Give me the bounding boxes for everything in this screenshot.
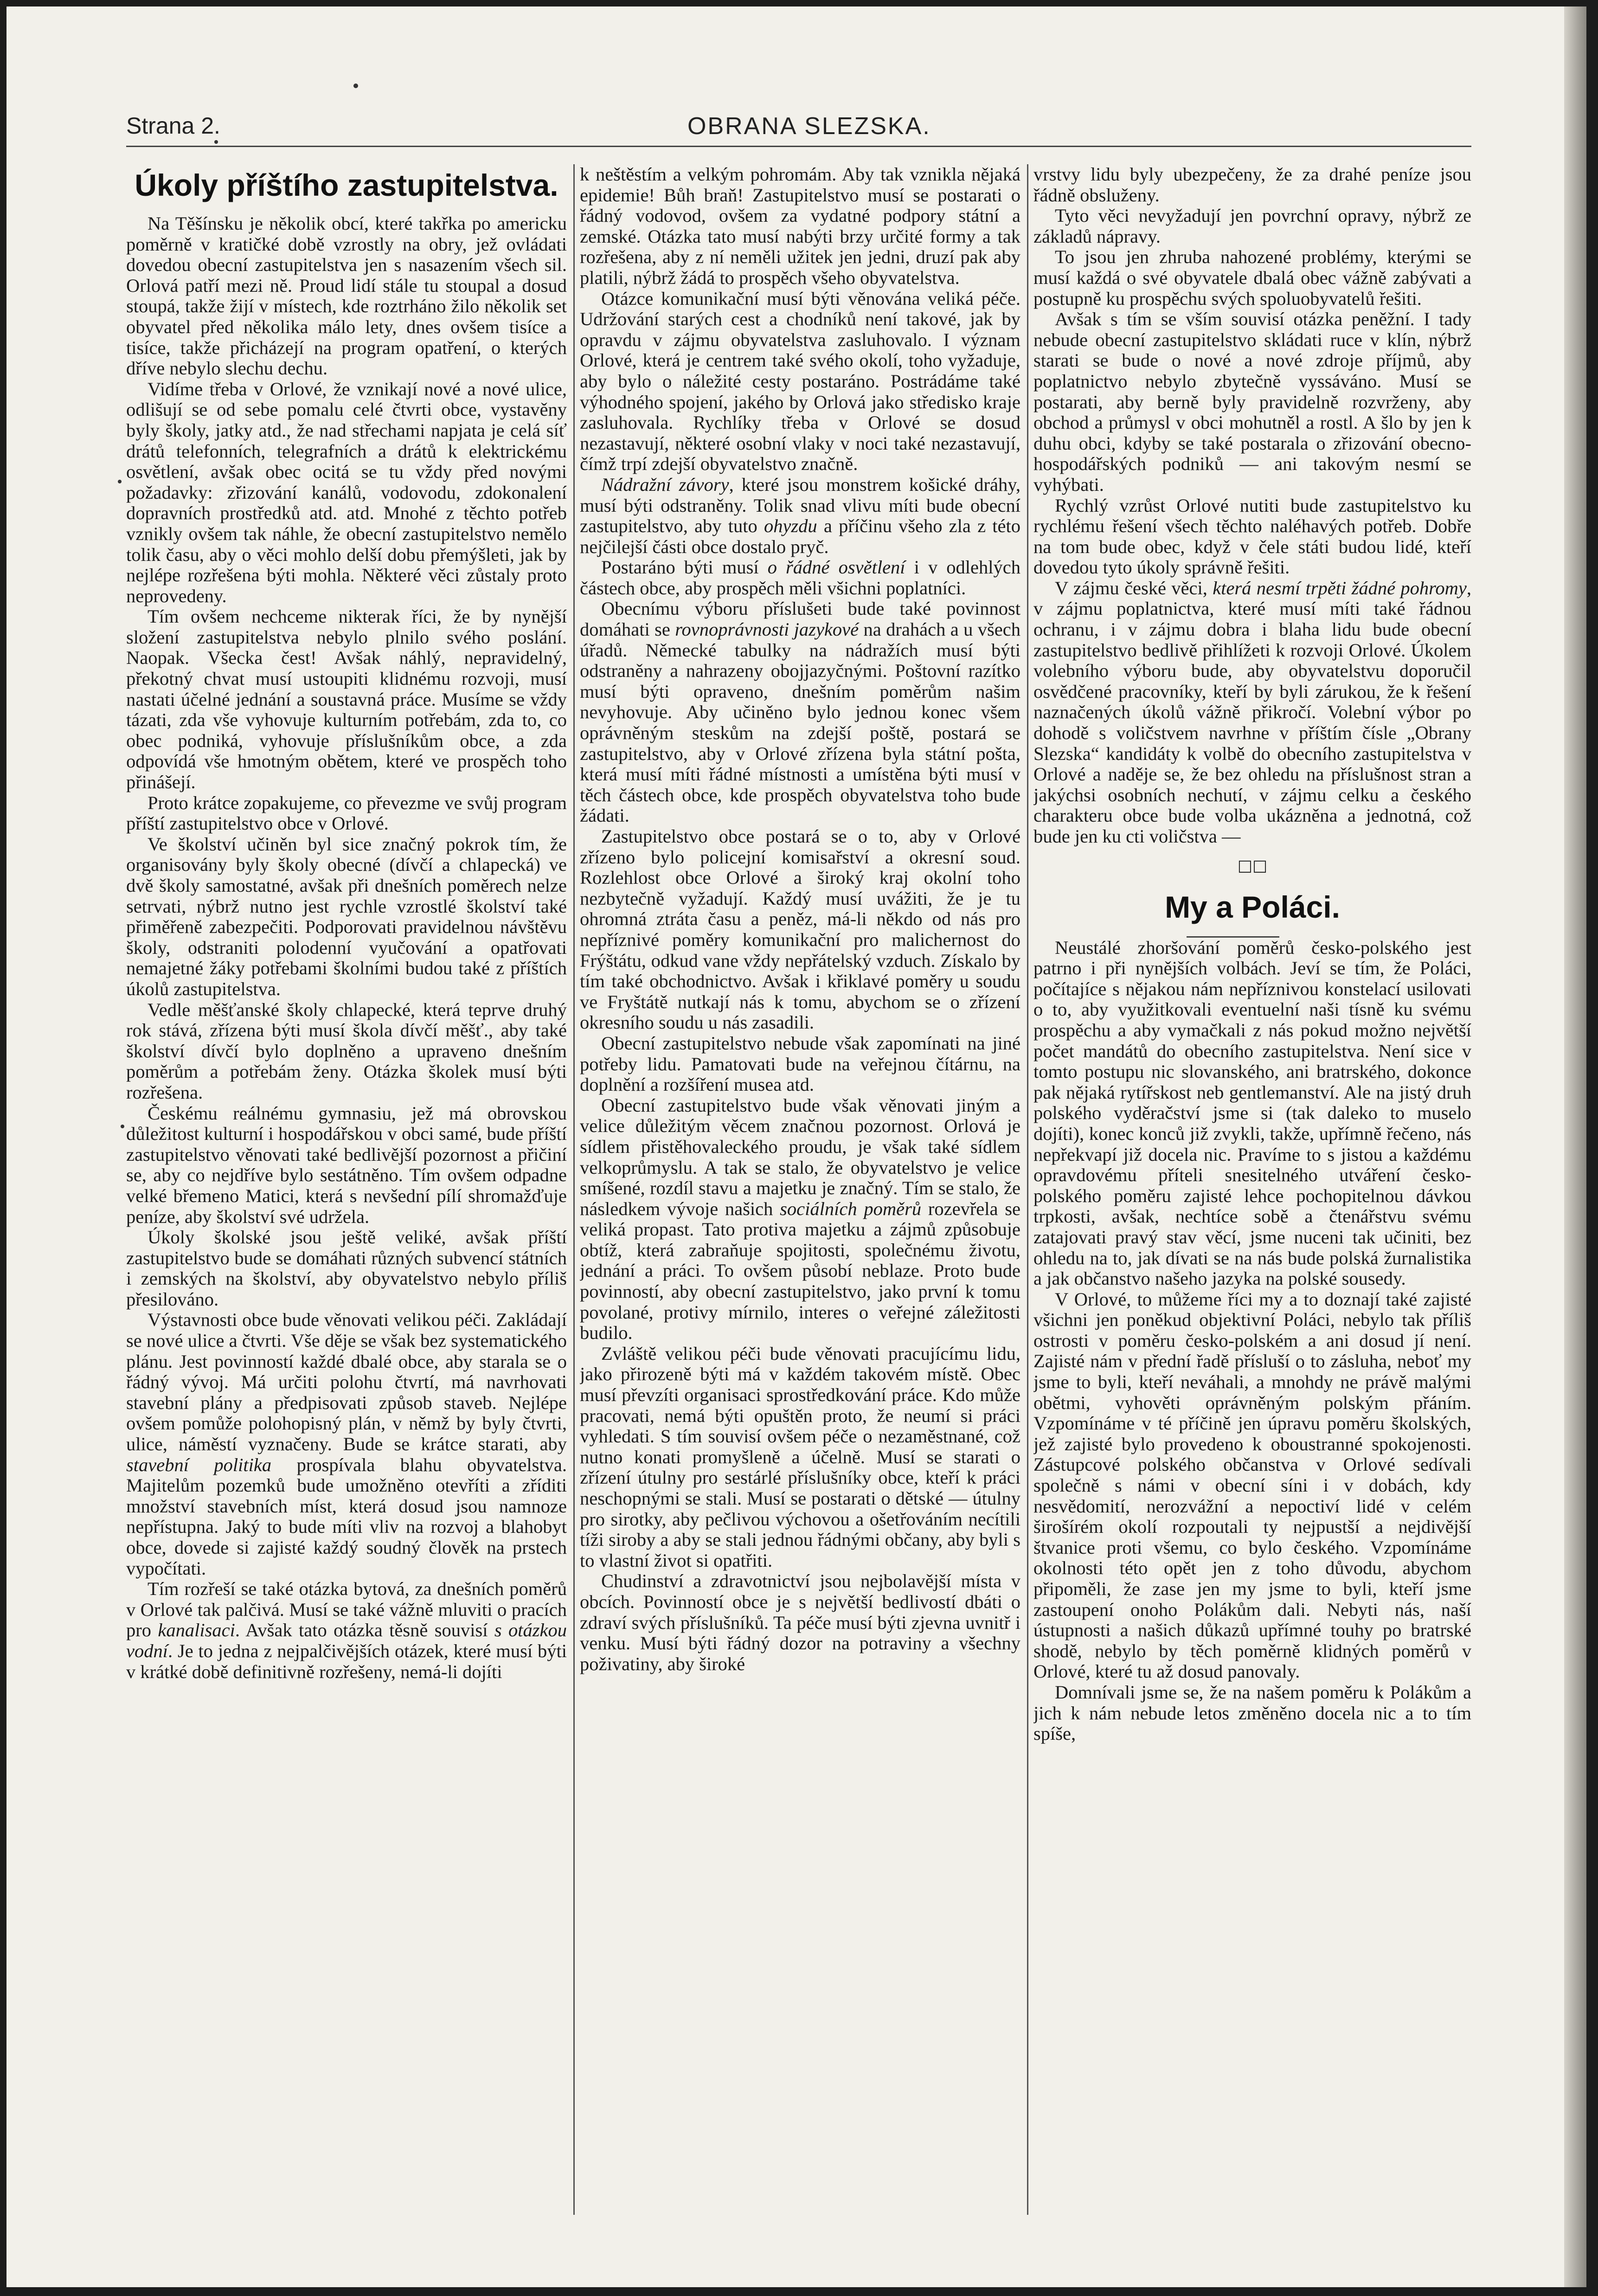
paragraph: Vidíme třeba v Orlové, že vznikají nové a nové ulice, odlišují se od sebe pomalu celé čtvrti obce, vystavěny byly školy, jatky atd., že nad střechami napjata je celá síť drátů telefonních, telegrafních a drátů k elektrickému osvětlení, avšak obec ocitá se tu vždy před novými požadavky: zřizování kanálů, vodovodu, zdokonalení dopravních prostředků atd. atd. Mnohé z těchto potřeb vznikly ovšem tak náhle, že obecní zastupitelstvo nemělo tolik času, aby o věci mohlo delší dobu přemýšleti, jak by nejlépe rozřešena býti mohla. Některé věci zůstaly proto neprovedeny. (126, 378, 567, 606)
paragraph: Proto krátce zopakujeme, co převezme ve svůj program příští zastupitelstvo obce v Orlové. (126, 792, 567, 834)
article-body-col1 (126, 213, 567, 1682)
paragraph: Otázce komunikační musí býti věnována veliká péče. Udržování starých cest a chodníků není takové, jak by opravdu v zájmu obyvatelstva zasluhovalo. I význam Orlové, která je centrem také svého okolí, toho vyžaduje, aby bylo o náležité cesty postaráno. Postrádáme také výhodného spojení, jakého by Orlová jako středisko kraje zasluhovala. Rychlíky třeba v Orlové se dosud nezastavují, některé osobní vlaky v noci také nezastavují, čímž trpí zdejší obyvatelstvo značně. (580, 288, 1020, 475)
paragraph: V zájmu české věci, která nesmí trpěti žádné pohromy, v zájmu poplatnictva, které musí míti také řádnou ochranu, i v zájmu dobra i blaha lidu bude obecní zastupitelstvo bedlivě přihlížeti k rozvoji Orlové. Úkolem volebního výboru bude, aby obyvatelstvu doporučil osvědčené pracovníky, kteří by byli zárukou, že k řešení naznačených úkolů vážně přikročí. Volební výbor po dohodě s voličstvem navrhne v příštím čísle „Obrany Slezska“ kandidáty k volbě do obecního zastupitelstva v Orlové a naděje se, že bez ohledu na příslušnost stran a jakýchsi osobních nechutí, v zájmu celku a českého charakteru obce bude volba ukázněna a jednotná, což bude jen ku cti voličstva — (1033, 577, 1471, 847)
column-separator (1027, 164, 1028, 2215)
article-title-ukoly: Úkoly příštího zastupitelstva. (135, 168, 558, 202)
header-rule (126, 146, 1471, 147)
page-header (126, 112, 1471, 145)
paragraph: Zastupitelstvo obce postará se o to, aby v Orlové zřízeno bylo policejní komisařství a okresní soud. Rozlehlost obce Orlové a široký kraj okolní toho nezbytečně vyžadují. Každý musí uvážiti, že je tu ohromná ztráta času a peněz, má-li někdo od nás pro nepříznivé poměry komunikační pro malichernost do Frýštátu, odkud vane vždy nepřátelský vzduch. Získalo by tím také obchodnictvo. Avšak i křiklavé poměry u soudu ve Fryštátě nutkají nás k tomu, abychom se o zřízení okresního soudu u nás zasadili. (580, 826, 1020, 1033)
ink-speck (353, 84, 358, 88)
paragraph: Tyto věci nevyžadují jen povrchní opravy, nýbrž ze základů nápravy. (1033, 205, 1471, 247)
paragraph: Avšak s tím se vším souvisí otázka peněžní. I tady nebude obecní zastupitelstvo skládati ruce v klín, nýbrž starati se bude o nové a nové zdroje příjmů, aby poplatnictvo nebylo zbytečně vyssáváno. Musí se postarati, aby berně byly pravidelně rozvrženy, aby obchod a průmysl v obci mohutněl a rostl. A šlo by jen k duhu obci, kdyby se také postarala o zřizování obecno-hospodářských podniků — ani takovým nesmí se vyhýbati. (1033, 309, 1471, 495)
paragraph: Tím ovšem nechceme nikterak říci, že by nynější složení zastupitelstva nebylo plnilo svého poslání. Naopak. Všecka čest! Avšak náhlý, nepravidelný, překotný chvat musí ustoupiti klidnému rozvoji, musí nastati účelné jednání a soustavná práce. Musíme se vždy tázati, zda vše vyhovuje kulturním potřebám, zda to, co obec podniká, vyhovuje příslušníkům obce, a zda odpovídá vše hmotným obětem, které ve prospěch toho přinášejí. (126, 606, 567, 793)
paragraph: Obecnímu výboru příslušeti bude také povinnost domáhati se rovnoprávnosti jazykové na drahách a u všech úřadů. Německé tabulky na nádražích musí býti odstraněny a nahrazeny obojjazyčnými. Poštovní razítko musí býti opraveno, dnešním poměrům našim nevyhovuje. Aby učiněno bylo jednou konec všem oprávněným steskům na zdejší poště, postará se zastupitelstvo, aby v Orlové zřízena byla státní pošta, která musí míti řádné místnosti a umístěna býti musí v těch částech obce, kde prospěch obyvatelstva toho bude žádati. (580, 598, 1020, 826)
paragraph: Ve školství učiněn byl sice značný pokrok tím, že organisovány byly školy obecné (dívčí a chlapecká) ve dvě školy samostatné, avšak při dnešních poměrech nelze setrvati, nýbrž nutno jest rychle vzrostlé školství také přiměřeně zabezpečiti. Podporovati pravidelnou návštěvu školy, odstraniti polodenní vyučování a opatřovati nemajetné žáky potřebami školními budou také z příštích úkolů zastupitelstva. (126, 833, 567, 999)
column-1 (126, 164, 567, 2215)
paragraph: Obecní zastupitelstvo nebude však zapomínati na jiné potřeby lidu. Pamatovati bude na veřejnou čítárnu, na doplnění a rozšíření musea atd. (580, 1032, 1020, 1095)
paragraph: Výstavnosti obce bude věnovati velikou péči. Zakládají se nové ulice a čtvrti. Vše děje se však bez systematického plánu. Jest povinností každé dbalé obce, aby starala se o řádný vývoj. Má určiti polohu čtvrtí, má navrhovati stavební plány a předpisovati způsob staveb. Nejlépe ovšem pomůže polohopisný plán, v němž by byly čtvrti, ulice, náměstí vyznačeny. Bude se krátce starati, aby stavební politika prospívala blahu obyvatelstva. Majitelům pozemků bude umožněno otevříti a zříditi množství stavebních míst, která dosud jsou namnoze nepřístupna. Jaký to bude míti vliv na rozvoj a blahobyt obce, dovede si zajisté každý soudný člověk na prstech vypočítati. (126, 1309, 567, 1579)
column-2 (580, 164, 1020, 2215)
paragraph: V Orlové, to můžeme říci my a to doznají také zajisté všichni jen poněkud objektivní Poláci, nebylo tak příliš ostrosti v poměru česko-polském a ani dosud jí není. Zajisté nám v přední řadě přísluší o to zásluha, neboť my jsme to byli, kteří neváhali, a mnohdy ne právě malými obětmi, vyhověti oprávněným polským přáním. Vzpomínáme v té příčině jen úpravu poměru školských, jež zajisté bylo provedeno k oboustranné spokojenosti. Zástupcové polského občanstva v Orlové sedívali společně s námi v obecní síni i v dobách, kdy nesvědomití, nerozvážní a nepoctiví lidé v celém širošírém okolí rozpoutali ty nejpustší a nejdivější štvanice proti všemu, co bylo českého. Vzpomínáme okolnosti této opět jen z toho důvodu, abychom připoměli, že zase jen my jsme to byli, kteří jsme zastoupení onoho Polákům dali. Nebyti nás, naší ústupnosti a našich důkazů upřímné touhy po bratrské shodě, nebylo by těch poměrně klidných poměrů v Orlové, které tu až dosud panovaly. (1033, 1288, 1471, 1682)
paragraph: Obecní zastupitelstvo bude však věnovati jiným a velice důležitým věcem značnou pozornost. Orlová je sídlem přistěhovaleckého proudu, je však také sídlem velkoprůmyslu. A tak se stalo, že obyvatelstvo je velice smíšené, rozdíl stavu a majetku je značný. Tím se stalo, že následkem vývoje našich sociálních poměrů rozevřela se veliká propast. Tato protiva majetku a zájmů způsobuje obtíž, která zabraňuje spojitosti, společnému životu, jednání a práci. To ovšem působí neblaze. Proto bude povinností, aby obecní zastupitelstvo, jako první k tomu povolané, protivy mírnilo, interes o veřejné záležitosti budilo. (580, 1094, 1020, 1344)
article-title-my-a-polaci: My a Poláci. (1165, 889, 1340, 924)
article-body-polaci (1033, 938, 1471, 1744)
ink-speck (118, 480, 122, 483)
article-divider: □□ (1237, 856, 1268, 875)
paragraph: Tím rozřeší se také otázka bytová, za dnešních poměrů v Orlové tak palčivá. Musí se také vážně mluviti o pracích pro kanalisaci. Avšak tato otázka těsně souvisí s otázkou vodní. Je to jedna z nejpalčivějších otázek, které musí býti v krátké době definitivně rozřešeny, nemá-li dojíti (126, 1578, 567, 1682)
paragraph: k neštěstím a velkým pohromám. Aby tak vznikla nějaká epidemie! Bůh braň! Zastupitelstvo musí se postarati o řádný vodovod, ovšem za vydatné podpory státní a zemské. Otázka tato musí nabýti brzy určité formy a tak rozřešena, aby z ní neměli užitek jen jedni, druzí pak aby platili, nýbrž žádá to prospěch všeho obyvatelstva. (580, 164, 1020, 288)
column-3 (1033, 164, 1471, 2215)
paragraph: Nádražní závory, které jsou monstrem košické dráhy, musí býti odstraněny. Tolik snad vlivu míti bude obecní zastupitelstvo, aby tuto ohyzdu a příčinu všeho zla z této nejčilejší části obce dostalo pryč. (580, 474, 1020, 557)
newspaper-page (6, 6, 1586, 2287)
column-separator (573, 164, 575, 2215)
ink-speck (121, 1125, 124, 1128)
paragraph: To jsou jen zhruba nahozené problémy, kterými se musí každá o své obyvatele dbalá obec vážně zabývati a postupně ku prospěchu svých spoluobyvatelů řešiti. (1033, 246, 1471, 309)
paragraph: Vedle měšťanské školy chlapecké, která teprve druhý rok stává, zřízena býti musí škola dívčí měšť., aby také školství dívčí bylo doplněno a upraveno dnešním poměrům a potřebám ženy. Otázka školek musí býti rozřešena. (126, 999, 567, 1103)
paragraph: Úkoly školské jsou ještě veliké, avšak příští zastupitelstvo bude se domáhati různých subvencí státních i zemských na školství, aby obyvatelstvo nebylo příliš přesilováno. (126, 1227, 567, 1310)
article-body-col3 (1033, 164, 1471, 847)
paragraph: Chudinství a zdravotnictví jsou nejbolavější místa v obcích. Povinností obce je s největší bedlivostí dbáti o zdraví svých příslušníků. Ta péče musí býti zjevna uvnitř i venku. Musí býti řádný dozor na potraviny a všechny poživatiny, aby široké (580, 1570, 1020, 1674)
page-number: Strana 2. (126, 113, 220, 139)
page-binding-edge (1564, 6, 1586, 2287)
paragraph: Neustálé zhoršování poměrů česko-polského jest patrno i při nynějších volbách. Jeví se tím, že Poláci, počítajíce s nějakou nám nepříznivou konstelací usilovati o to, aby využitkovali eventuelní naši tísně ku svému prospěchu a aby vymačkali z nás pokud možno největší počet mandátů do obecního zastupitelstva. Není sice v tomto postupu nic slovanského, ani bratrského, dokonce pak nějaká rytířskost neb gentlemanství. Ale na jistý druh polského vyděračství jsme si (tak daleko to muselo dojíti), konec konců již zvykli, takže, upřímně řečeno, nás nepřekvapí již docela nic. Pravíme to s jistou a každému opravdovému příteli snesitelného utváření česko-polského poměru zajisté lehce pochopitelnou dávkou trpkosti, avšak, nechtíce sobě a čtenářstvu svému zatajovati pravý stav věcí, jsme nuceni tak učiniti, bez ohledu na to, jak dívati se na nás bude polská žurnalistika a jak občanstvo našeho jazyka na polské sousedy. (1033, 937, 1471, 1289)
paragraph: vrstvy lidu byly ubezpečeny, že za drahé peníze jsou řádně obsluženy. (1033, 164, 1471, 206)
newspaper-title: OBRANA SLEZSKA. (687, 113, 931, 140)
paragraph: Zvláště velikou péči bude věnovati pracujícímu lidu, jako přirozeně býti má v každém takovém místě. Obec musí převzíti organisaci sprostředkování práce. Kdo může pracovati, nemá býti opuštěn proto, že neumí si práci vyhledati. S tím souvisí ovšem péče o nezaměstnané, což nutno konati promyšleně a účelně. Musí se starati o zřízení útulny pro sestárlé příslušníky obce, kteří k práci neschopnými se stali. Musí se postarati o dětské — útulny pro sirotky, aby pečlivou výchovou a ošetřováním necítili tíži siroby a aby se stali jednou řádnými občany, aby byli s to vlastní život si opatřiti. (580, 1343, 1020, 1571)
article-body-col2 (580, 164, 1020, 1674)
paragraph: Postaráno býti musí o řádné osvětlení i v odlehlých částech obce, aby prospěch měli všichni poplatníci. (580, 557, 1020, 598)
paragraph: Českému reálnému gymnasiu, jež má obrovskou důležitost kulturní i hospodářskou v obci samé, bude příští zastupitelstvo věnovati také bedlivější pozornost a přičiní se, aby co nejdříve bylo sestátněno. Tím ovšem odpadne velké břemeno Matici, která s nevšední pílí shromažďuje peníze, aby školství své udržela. (126, 1102, 567, 1227)
paragraph: Domnívali jsme se, že na našem poměru k Polákům a jich k nám nebude letos změněno docela nic a to tím spíše, (1033, 1681, 1471, 1744)
paragraph: Rychlý vzrůst Orlové nutiti bude zastupitelstvo ku rychlému řešení všech těchto naléhavých potřeb. Dobře na tom bude obec, když v čele státi budou lidé, kteří dovedou tyto úkoly správně řešiti. (1033, 495, 1471, 578)
paragraph: Na Těšínsku je několik obcí, které takřka po americku poměrně v kratičké době vzrostly na obry, jež ovládati dovedou obecní zastupitelstva jen s nasazením všech sil. Orlová patří mezi ně. Proud lidí stále tu stoupal a dosud stoupá, takže žijí v místech, kde roztrháno žilo několik set obyvatel před několika málo lety, dnes ovšem tisíce a tisíce, takže přicházejí na program opatření, o kterých dříve nebylo slechu dechu. (126, 213, 567, 379)
